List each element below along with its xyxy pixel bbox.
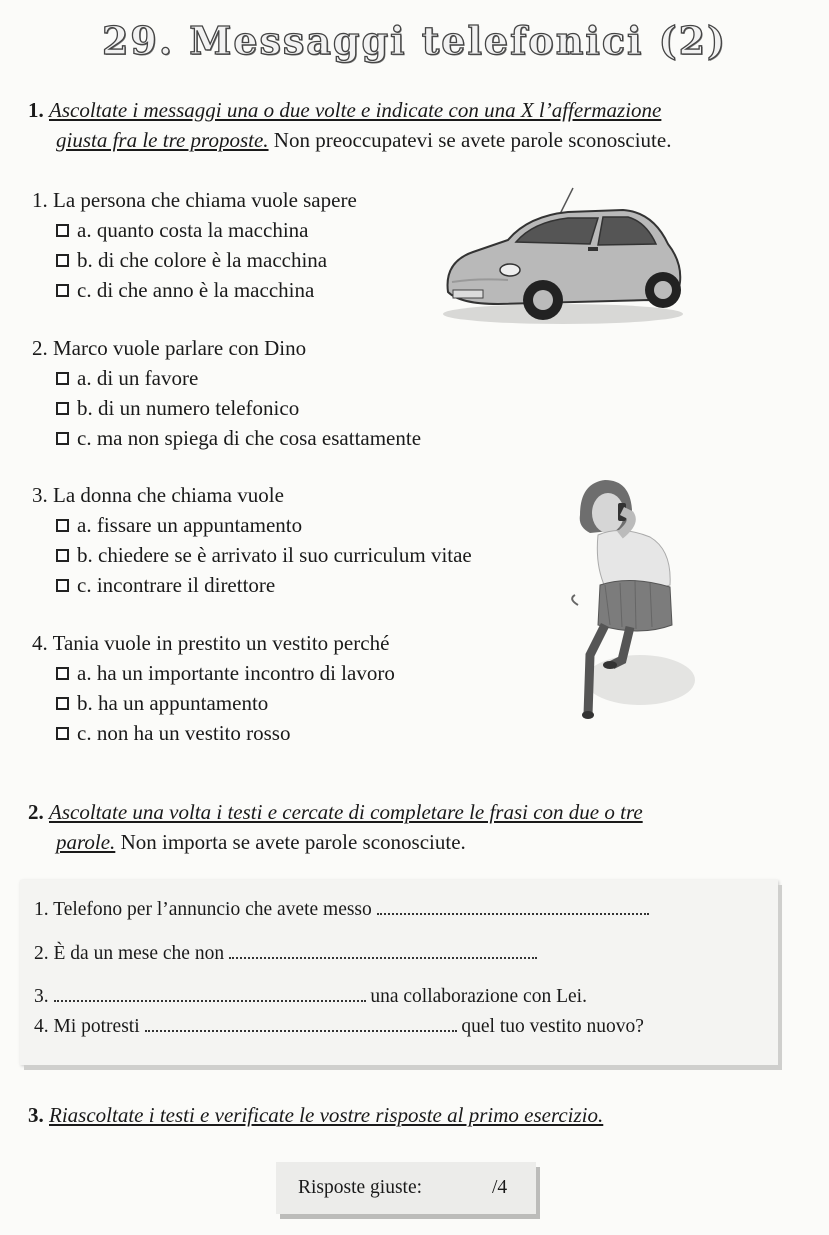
- car-illustration: [438, 182, 688, 332]
- fill-line-4: [34, 1014, 644, 1040]
- checkbox[interactable]: [56, 667, 69, 680]
- checkbox[interactable]: [56, 519, 69, 532]
- fill-line-3-text: una collaborazione con Lei.: [370, 986, 587, 1007]
- exercise-1-instruction-line2: giusta fra le tre proposte.: [56, 128, 269, 152]
- exercise-3-instruction: Riascoltate i testi e verificate le vostre risposte al primo esercizio.: [49, 1103, 604, 1127]
- checkbox[interactable]: [56, 549, 69, 562]
- score-label: Risposte giuste:: [298, 1177, 423, 1198]
- exercise-2-instruction-note: Non importa se avete parole sconosciute.: [115, 830, 466, 854]
- exercise-2-instructions: [28, 797, 798, 857]
- option-label: b. ha un appuntamento: [77, 691, 269, 715]
- option-label: a. fissare un appuntamento: [77, 513, 303, 537]
- exercise-3-instructions: [28, 1100, 798, 1130]
- fill-line-1: [34, 897, 649, 923]
- question-2-option-c[interactable]: [32, 423, 421, 453]
- question-1: [32, 185, 357, 305]
- page-title: 29. Messaggi telefonici (2): [101, 18, 728, 63]
- question-1-option-c[interactable]: [32, 275, 357, 305]
- option-label: a. di un favore: [77, 366, 199, 390]
- fill-blank-1[interactable]: [377, 897, 649, 915]
- exercise-2-instruction-line2: parole.: [56, 830, 116, 854]
- question-1-option-b[interactable]: [32, 245, 357, 275]
- fill-line-3: [34, 984, 587, 1010]
- question-2-option-a[interactable]: [32, 363, 421, 393]
- fill-line-2: [34, 941, 537, 967]
- checkbox[interactable]: [56, 402, 69, 415]
- option-label: c. ma non spiega di che cosa esattamente: [77, 426, 422, 450]
- question-4-option-b[interactable]: [32, 688, 395, 718]
- score-box: [276, 1162, 536, 1214]
- option-label: c. incontrare il direttore: [77, 573, 276, 597]
- question-4-option-a[interactable]: [32, 658, 395, 688]
- question-2-text: 2. Marco vuole parlare con Dino: [32, 336, 307, 360]
- fill-line-3-number: 3.: [34, 986, 49, 1007]
- fill-in-box: [20, 880, 778, 1065]
- fill-blank-4[interactable]: [145, 1014, 457, 1032]
- question-4-option-c[interactable]: [32, 718, 395, 748]
- fill-line-2-text: 2. È da un mese che non: [34, 943, 225, 964]
- score-value[interactable]: /4: [492, 1177, 508, 1198]
- option-label: c. di che anno è la macchina: [77, 278, 315, 302]
- question-3-option-b[interactable]: [32, 540, 472, 570]
- fill-blank-3[interactable]: [54, 984, 366, 1002]
- question-3-option-a[interactable]: [32, 510, 472, 540]
- checkbox[interactable]: [56, 372, 69, 385]
- question-4: [32, 628, 395, 748]
- option-label: c. non ha un vestito rosso: [77, 721, 291, 745]
- option-label: b. chiedere se è arrivato il suo curriculum vitae: [77, 543, 472, 567]
- option-label: b. di un numero telefonico: [77, 396, 300, 420]
- option-label: a. ha un importante incontro di lavoro: [77, 661, 395, 685]
- exercise-2-number: 2.: [28, 800, 44, 824]
- question-3: [32, 480, 472, 600]
- fill-line-4-end: quel tuo vestito nuovo?: [461, 1016, 644, 1037]
- woman-on-phone-illustration: [560, 475, 700, 725]
- checkbox[interactable]: [56, 579, 69, 592]
- checkbox[interactable]: [56, 697, 69, 710]
- question-4-text: 4. Tania vuole in prestito un vestito perché: [32, 631, 390, 655]
- fill-blank-2[interactable]: [229, 941, 537, 959]
- question-2: [32, 333, 421, 453]
- exercise-1-instruction-line1: Ascoltate i messaggi una o due volte e indicate con una X l’affermazione: [49, 98, 662, 122]
- exercise-2-instruction-line1: Ascoltate una volta i testi e cercate di completare le frasi con due o tre: [49, 800, 643, 824]
- fill-line-4-text: 4. Mi potresti: [34, 1016, 140, 1037]
- option-label: b. di che colore è la macchina: [77, 248, 328, 272]
- question-1-option-a[interactable]: [32, 215, 357, 245]
- option-label: a. quanto costa la macchina: [77, 218, 309, 242]
- checkbox[interactable]: [56, 224, 69, 237]
- question-3-text: 3. La donna che chiama vuole: [32, 483, 284, 507]
- checkbox[interactable]: [56, 254, 69, 267]
- question-3-option-c[interactable]: [32, 570, 472, 600]
- question-2-option-b[interactable]: [32, 393, 421, 423]
- question-1-text: 1. La persona che chiama vuole sapere: [32, 188, 357, 212]
- exercise-1-number: 1.: [28, 98, 44, 122]
- checkbox[interactable]: [56, 727, 69, 740]
- exercise-1-instruction-note: Non preoccupatevi se avete parole sconosciute.: [268, 128, 672, 152]
- checkbox[interactable]: [56, 284, 69, 297]
- fill-line-1-text: 1. Telefono per l’annuncio che avete messo: [34, 899, 372, 920]
- exercise-1-instructions: [28, 95, 798, 155]
- exercise-3-number: 3.: [28, 1103, 44, 1127]
- checkbox[interactable]: [56, 432, 69, 445]
